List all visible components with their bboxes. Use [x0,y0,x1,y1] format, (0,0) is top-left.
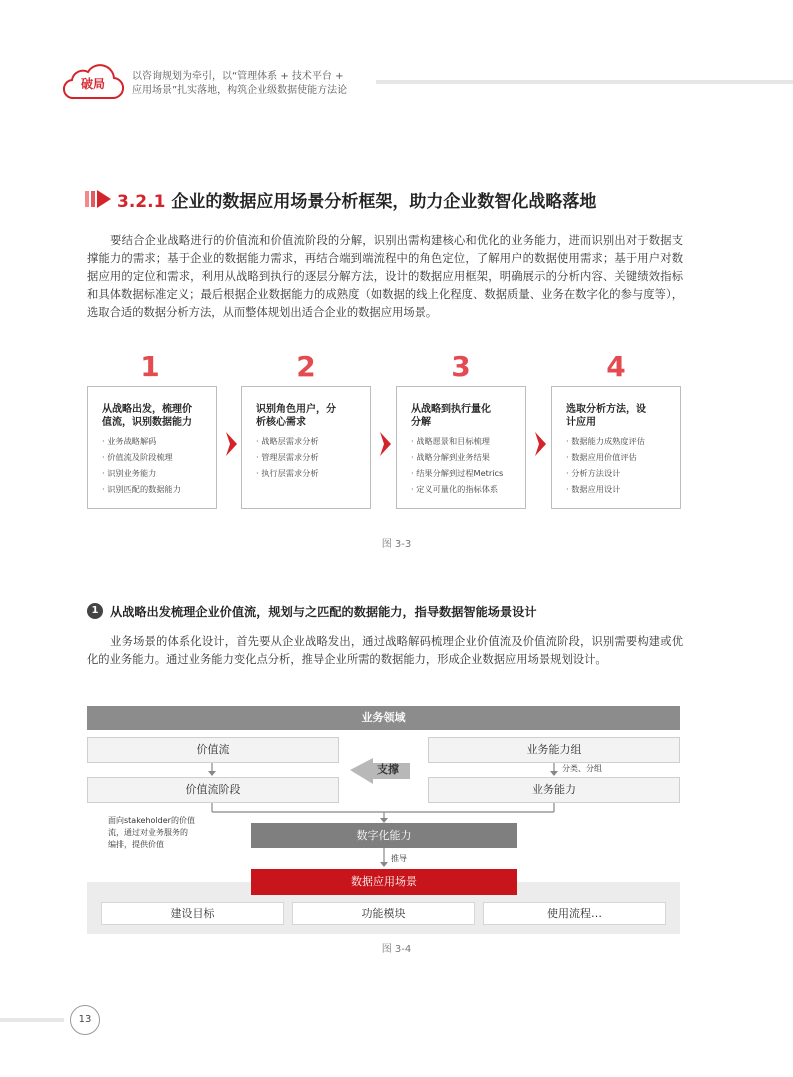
step-item: · 执行层需求分析 [256,468,319,478]
step-title-line: 从战略出发，梳理价 [102,404,192,415]
section-paragraph-text: 要结合企业战略进行的价值流和价值流阶段的分解，识别出需构建核心和优化的业务能力，进而识别出对于数据支撑能力的需求；基于企业的数据能力需求，再结合端到端流程中的角色定位，了解用户的数据使用需求；基于用户对数据应用的定位和需求，利用从战略到执行的逐层分解方法，设计的数据应用框架，明确展示的分析内容、关键绩效指标和具体数据标准定义；最后根据企业数据能力的成熟度（如数据的线上化程度、数据质量、业务在数字化的参与度等），选取合适的数据分析方法，从而整体规划出适合企业的数据应用场景。 [87,234,683,319]
stakeholder-note-line: 面向stakeholder的价值 [108,816,195,825]
figure-caption-3-4: 图 3-4 [381,944,412,955]
business-capability-box: 业务能力 [428,777,680,803]
subsection-number: 1 [87,603,103,619]
step-item: · 识别匹配的数据能力 [102,484,181,494]
step-item: · 管理层需求分析 [256,452,319,462]
page-number: 13 [70,1005,100,1035]
digital-capability-bar: 数字化能力 [251,823,517,848]
stakeholder-note-line: 流，通过对业务服务的 [108,828,188,837]
step-title-line: 分解 [411,417,431,428]
support-label: 支撑 [377,763,399,776]
step-item: · 价值流及阶段梳理 [102,452,173,462]
subsection-title: 从战略出发梳理企业价值流，规划与之匹配的数据能力，指导数据智能场景设计 [110,605,537,619]
header-badge-label: 破局 [80,77,105,91]
step-number-3: 3 [451,350,471,383]
step-title-line: 从战略到执行量化 [411,404,491,415]
step-item: · 结果分解到过程Metrics [411,468,504,478]
step-item: · 战略分解到业务结果 [411,452,490,462]
capability-group-box: 业务能力组 [428,737,680,763]
function-module-box: 功能模块 [292,902,475,925]
header-tagline-line2: 应用场景”扎实落地，构筑企业级数据使能方法论 [132,85,348,96]
step-title-line: 选取分析方法，设 [566,404,646,415]
figure-caption-3-3: 图 3-3 [381,539,412,550]
value-stream-box: 价值流 [87,737,339,763]
step-item: · 分析方法设计 [566,468,621,478]
step-title-line: 识别角色用户，分 [256,404,336,415]
step-number-1: 1 [140,350,160,383]
business-domain-bar: 业务领域 [87,706,680,730]
footer-rule [0,1018,64,1022]
step-number-2: 2 [296,350,316,383]
classify-label: 分类、分组 [562,764,602,773]
step-title-line: 值流，识别数据能力 [102,417,192,428]
step-title-line: 析核心需求 [256,417,306,428]
stakeholder-note [108,815,195,851]
derive-label: 推导 [391,854,407,863]
step-item: · 战略愿景和目标梳理 [411,436,490,446]
step-item: · 数据应用价值评估 [566,452,637,462]
data-scenario-bar: 数据应用场景 [251,869,517,895]
subsection-paragraph-text: 业务场景的体系化设计，首先要从企业战略发出，通过战略解码梳理企业价值流及价值流阶段，识别需要构建或优化的业务能力。通过业务能力变化点分析，推导企业所需的数据能力，形成企业数据应用场景规划设计。 [87,635,683,666]
step-item: · 数据能力成熟度评估 [566,436,645,446]
section-number: 3.2.1 [117,192,166,212]
header-tagline-line1: 以咨询规划为牵引，以“管理体系 + 技术平台 + [132,71,344,82]
step-item: · 识别业务能力 [102,468,157,478]
step-title-line: 计应用 [566,417,596,428]
step-number-4: 4 [606,350,626,383]
step-item: · 定义可量化的指标体系 [411,484,499,494]
value-stream-stage-box: 价值流阶段 [87,777,339,803]
step-item: · 数据应用设计 [566,484,621,494]
step-item: · 战略层需求分析 [256,436,319,446]
build-goal-box: 建设目标 [101,902,284,925]
section-title-text: 企业的数据应用场景分析框架，助力企业数智化战略落地 [171,192,597,212]
stakeholder-note-line: 编排，提供价值 [108,840,164,849]
step-item: · 业务战略解码 [102,436,157,446]
usage-flow-box: 使用流程… [483,902,666,925]
